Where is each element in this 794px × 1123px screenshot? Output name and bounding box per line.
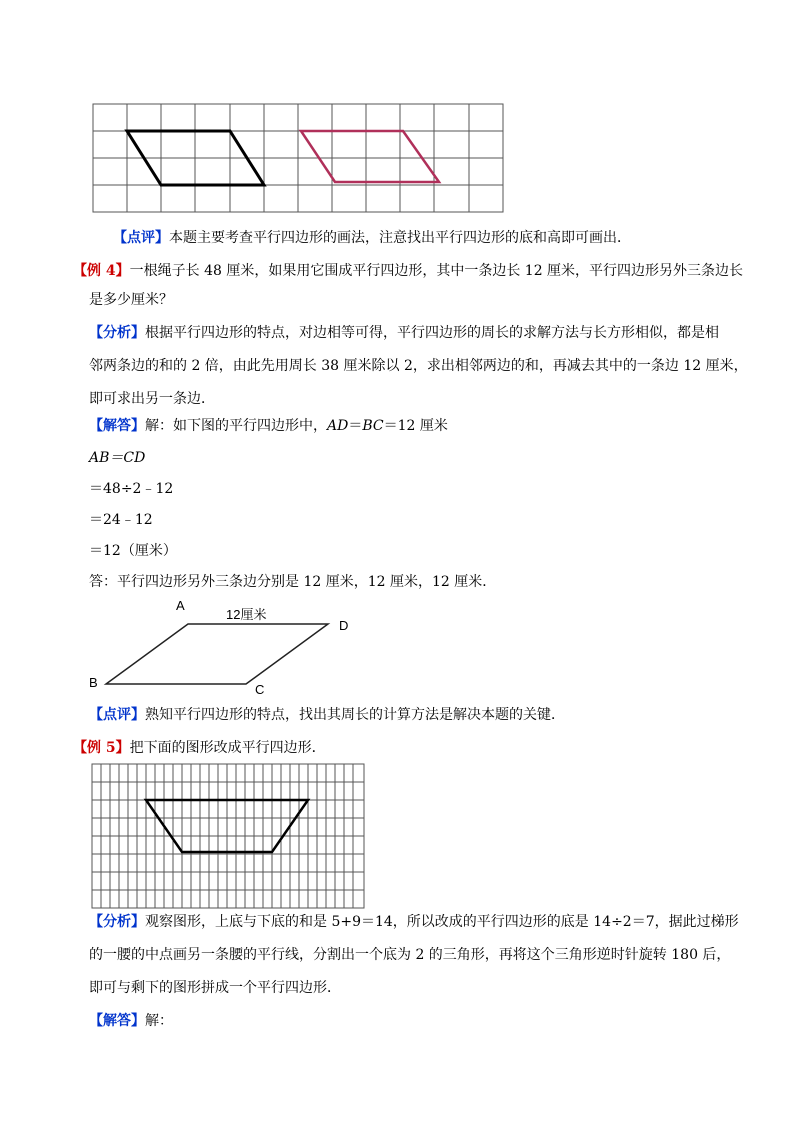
vertex-c-label: C [255,682,265,697]
ex4-answer-line1: AB＝CD [89,450,146,466]
ex5-answer: 【解答】解： [89,1013,173,1029]
ex5-question: 【例 5】把下面的图形改成平行四边形． [73,740,326,756]
vertex-d-label: D [339,618,349,633]
ex4-question-line1: 【例 4】一根绳子长 48 厘米，如果用它围成平行四边形，其中一条边长 12 厘米，平行四边形另外三条边长 [73,263,744,279]
vertex-b-label: B [89,675,98,690]
ex4-analysis-line3: 即可求出另一条边． [89,391,215,407]
ex5-analysis-line1: 【分析】观察图形，上底与下底的和是 5+9＝14，所以改成的平行四边形的底是 14÷2＝7，据此过梯形 [89,914,739,930]
ex4-answer-line5: 答：平行四边形另外三条边分别是 12 厘米，12 厘米，12 厘米． [89,574,497,590]
red-parallelogram [301,131,439,182]
grid-figure-trapezoid [0,760,794,920]
review-1: 【点评】本题主要考查平行四边形的画法，注意找出平行四边形的底和高即可画出． [113,230,631,246]
vertex-a-label: A [176,598,185,613]
parallelogram-abcd-figure [0,600,794,700]
ex4-answer-line4: ＝12（厘米） [89,543,177,559]
side-length-label: 12厘米 [226,607,267,622]
ex4-question-line2: 是多少厘米？ [89,292,173,308]
ex5-analysis-line3: 即可与剩下的图形拼成一个平行四边形． [89,980,341,996]
ex5-analysis-line2: 的一腰的中点画另一条腰的平行线，分割出一个底为 2 的三角形，再将这个三角形逆时针旋转 180 后， [89,947,731,963]
ex4-analysis-line1: 【分析】根据平行四边形的特点，对边相等可得，平行四边形的周长的求解方法与长方形相似，都是相 [89,325,719,341]
ex4-answer-line0: 【解答】解：如下图的平行四边形中，AD＝BC＝12 厘米 [89,418,448,434]
ex4-analysis-line2: 邻两条边的和的 2 倍，由此先用周长 38 厘米除以 2，求出相邻两边的和，再减去其中的一条边 12 厘米， [89,358,748,374]
ex4-answer-line2: ＝48÷2﹣12 [89,481,174,497]
ex4-answer-line3: ＝24﹣12 [89,512,153,528]
ex4-review: 【点评】熟知平行四边形的特点，找出其周长的计算方法是解决本题的关键． [89,707,565,723]
parallelogram-abcd [106,624,328,684]
grid-figure-parallelograms [0,0,794,220]
